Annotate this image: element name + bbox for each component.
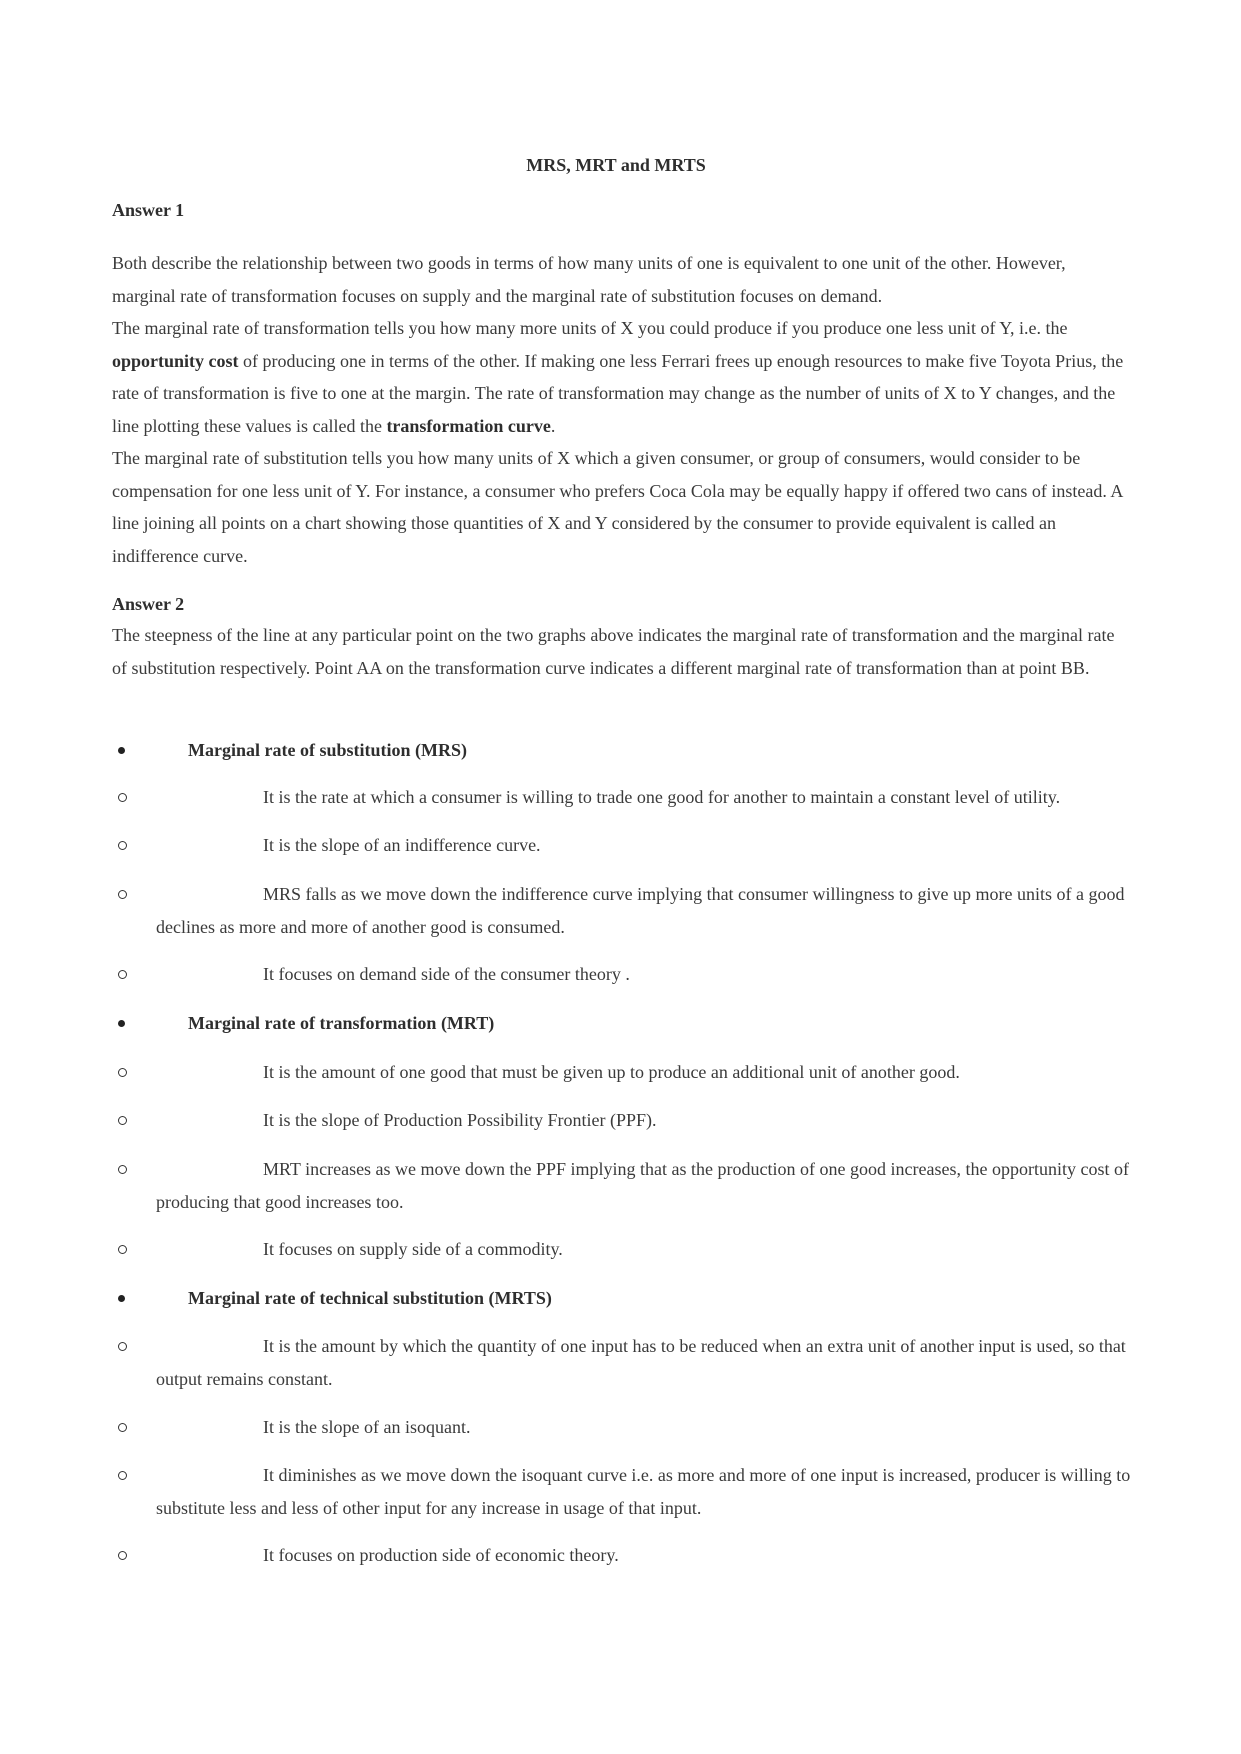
list-item-text: It is the slope of Production Possibility Frontier (PPF).: [263, 1110, 657, 1130]
answer1-body: [112, 247, 1132, 572]
disc-bullet-icon: [118, 1282, 132, 1315]
list-item-text: It is the slope of an indifference curve.: [263, 835, 541, 855]
circle-bullet-icon: [118, 1056, 132, 1089]
list-item: [112, 1330, 1132, 1395]
list-item-text: MRT increases as we move down the PPF implying that as the production of one good increases, the opportunity cost of producing that good increases too.: [156, 1159, 1129, 1212]
answer2-heading: Answer 2: [112, 594, 185, 614]
circle-bullet-icon: [118, 958, 132, 991]
list-item: [112, 1056, 1132, 1089]
list-item: [112, 1411, 1132, 1444]
list-item: [112, 1104, 1132, 1137]
answer1-heading: Answer 1: [112, 200, 185, 220]
list-item-text: It is the amount of one good that must be given up to produce an additional unit of another good.: [263, 1062, 960, 1082]
list-item-text: MRS falls as we move down the indifference curve implying that consumer willingness to give up more units of a good declines as more and more of another good is consumed.: [156, 884, 1125, 937]
opportunity-cost-term: opportunity cost: [112, 350, 239, 371]
section-title: Marginal rate of technical substitution (MRTS): [188, 1288, 552, 1308]
circle-bullet-icon: [118, 1233, 132, 1266]
document-title: MRS, MRT and MRTS: [526, 155, 706, 175]
section-title: Marginal rate of transformation (MRT): [188, 1013, 495, 1033]
list-item-text: It focuses on demand side of the consumer theory .: [263, 964, 630, 984]
list-item-text: It is the slope of an isoquant.: [263, 1417, 471, 1437]
list-item-text: It diminishes as we move down the isoquant curve i.e. as more and more of one input is increased, producer is willing to substitute less and less of other input for any increase in usage of that input.: [156, 1465, 1131, 1518]
answer1-p2-text-b: of producing one in terms of the other. If making one less Ferrari frees up enough resources to make five Toyota Prius, the rate of transformation is five to one at the margin. The rate of transformation may change as the number of units of X to Y changes, and the line plotting these values is called the: [112, 350, 1124, 436]
list-item-text: It is the amount by which the quantity of one input has to be reduced when an extra unit of another input is used, so that output remains constant.: [156, 1336, 1126, 1389]
circle-bullet-icon: [118, 829, 132, 862]
circle-bullet-icon: [118, 1411, 132, 1444]
answer1-p2-text-a: The marginal rate of transformation tells you how many more units of X you could produce if you produce one less unit of Y, i.e. the: [112, 318, 1068, 338]
transformation-curve-term: transformation curve: [386, 415, 551, 436]
circle-bullet-icon: [118, 1539, 132, 1572]
disc-bullet-icon: [118, 1007, 132, 1040]
list-item: [112, 878, 1132, 943]
section-title: Marginal rate of substitution (MRS): [188, 740, 467, 760]
list-item: [112, 1539, 1132, 1572]
answer1-paragraph-3: The marginal rate of substitution tells you how many units of X which a given consumer, or group of consumers, would consider to be compensation for one less unit of Y. For instance, a consumer who prefers Coca Cola may be equally happy if offered two cans of instead. A line joining all points on a chart showing those quantities of X and Y considered by the consumer to provide equivalent is called an indifference curve.: [112, 448, 1123, 566]
list-item: [112, 1459, 1132, 1524]
answer2-paragraph: The steepness of the line at any particular point on the two graphs above indicates the marginal rate of transformation and the marginal rate of substitution respectively. Point AA on the transformation curve indicates a different marginal rate of transformation than at point BB.: [112, 625, 1115, 678]
circle-bullet-icon: [118, 1104, 132, 1137]
answer1-paragraph-1: Both describe the relationship between two goods in terms of how many units of one is equivalent to one unit of the other. However, marginal rate of transformation focuses on supply and the marginal rate of substitution focuses on demand.: [112, 253, 1066, 306]
disc-bullet-icon: [118, 734, 132, 767]
circle-bullet-icon: [118, 1153, 132, 1186]
circle-bullet-icon: [118, 878, 132, 911]
answer1-paragraph-2: [112, 312, 1132, 442]
list-item: [112, 781, 1132, 814]
list-item: [112, 958, 1132, 991]
circle-bullet-icon: [118, 1459, 132, 1492]
list-item: [112, 829, 1132, 862]
list-item: [112, 1233, 1132, 1266]
list-item: [112, 1153, 1132, 1218]
list-item-text: It focuses on production side of economic theory.: [263, 1545, 619, 1565]
answer1-p2-text-c: .: [550, 415, 556, 436]
list-item-text: It focuses on supply side of a commodity.: [263, 1239, 563, 1259]
circle-bullet-icon: [118, 1330, 132, 1363]
list-item-text: It is the rate at which a consumer is willing to trade one good for another to maintain a constant level of utility.: [263, 787, 1061, 807]
circle-bullet-icon: [118, 781, 132, 814]
